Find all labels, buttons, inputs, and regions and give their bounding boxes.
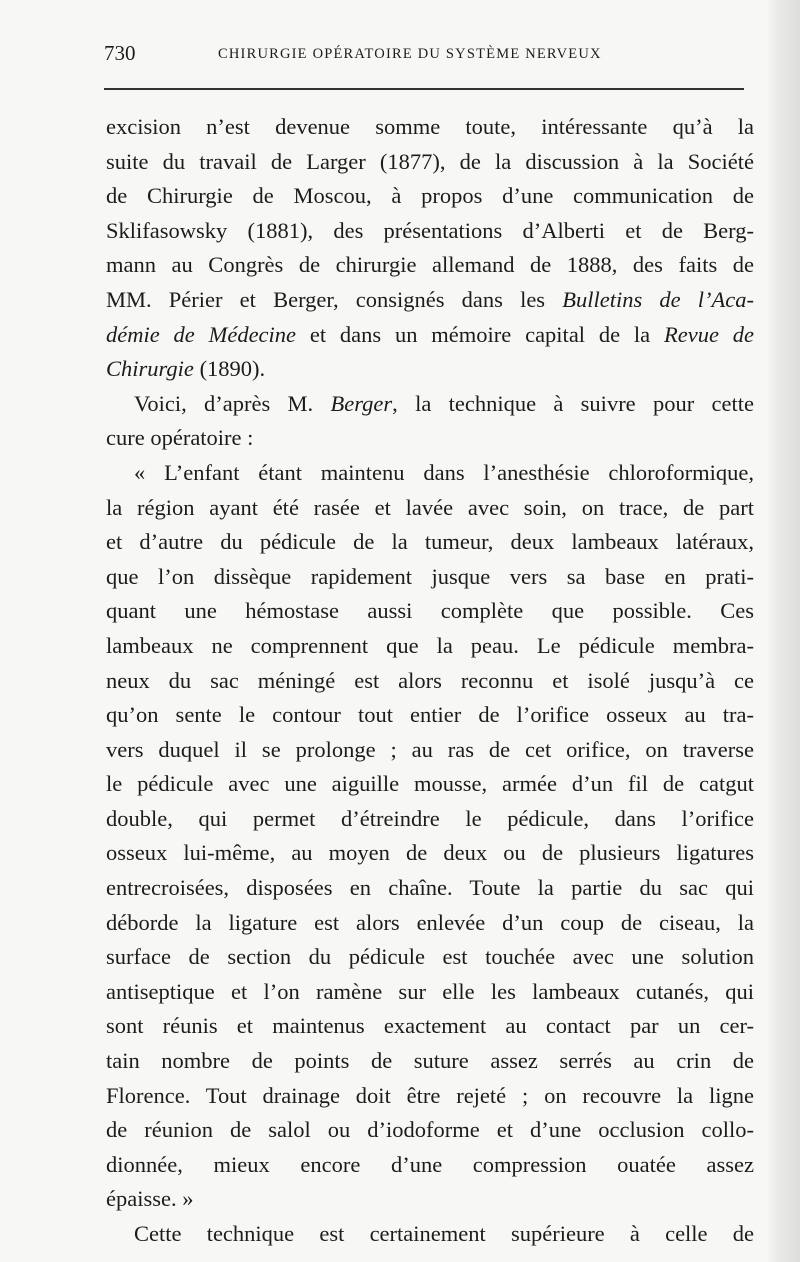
paragraph-2 (106, 387, 754, 456)
text-line: la région ayant été rasée et lavée avec soin, on trace, de part (106, 494, 754, 520)
italic-run: Chirurgie (106, 356, 194, 382)
text-run: MM. Périer et Berger, consignés dans les (106, 286, 563, 312)
running-title: CHIRURGIE OPÉRATOIRE DU SYSTÈME NERVEUX (218, 46, 602, 62)
text-line: excision n’est devenue somme toute, intéressante qu’à la (106, 114, 754, 139)
text-line: suite du travail de Larger (1877), de la discussion à la Société (106, 148, 754, 174)
text-line (106, 387, 754, 422)
body-text (106, 110, 754, 1252)
text-line (106, 352, 754, 387)
italic-run: démie de Médecine (106, 321, 297, 347)
text-line: Florence. Tout drainage doit être rejeté ; on recouvre la ligne (106, 1082, 754, 1108)
page-edge-shadow (766, 0, 800, 1262)
text-line: quant une hémostase aussi complète que possible. Ces (106, 598, 754, 624)
paragraph-4 (106, 1217, 754, 1252)
text-line (106, 318, 754, 353)
text-run: Voici, d’après M. (134, 390, 331, 416)
text-line: sont réunis et maintenus exactement au contact par un cer- (106, 1013, 754, 1039)
text-run: et dans un mémoire capital de la (296, 321, 664, 347)
text-line: lambeaux ne comprennent que la peau. Le pédicule membra- (106, 632, 754, 658)
text-run: (1890). (193, 356, 266, 382)
text-line: de réunion de salol ou d’iodoforme et d’une occlusion collo- (106, 1117, 754, 1143)
text-line: double, qui permet d’étreindre le pédicule, dans l’orifice (106, 805, 754, 831)
text-line: épaisse. » (106, 1186, 194, 1212)
text-line: neux du sac méningé est alors reconnu et isolé jusqu’à ce (106, 667, 754, 693)
italic-run: Bulletins de l’Aca- (562, 286, 754, 312)
text-line (106, 283, 754, 318)
text-run: , la technique à suivre pour cette (392, 390, 754, 416)
text-line: mann au Congrès de chirurgie allemand de 1888, des faits de (106, 252, 754, 278)
text-line: entrecroisées, disposées en chaîne. Toute la partie du sac qui (106, 875, 754, 901)
text-line: Cette technique est certainement supérieure à celle de (134, 1221, 754, 1246)
text-line: cure opératoire : (106, 425, 254, 451)
paragraph-3-quotation (106, 456, 754, 1217)
text-line: de Chirurgie de Moscou, à propos d’une communication de (106, 183, 754, 209)
text-line: et d’autre du pédicule de la tumeur, deux lambeaux latéraux, (106, 529, 754, 555)
text-line: Sklifasowsky (1881), des présentations d’Alberti et de Berg- (106, 217, 754, 243)
page-number: 730 (104, 41, 136, 65)
text-line: « L’enfant étant maintenu dans l’anesthésie chloroformique, (134, 459, 754, 485)
text-line: qu’on sente le contour tout entier de l’orifice osseux au tra- (106, 702, 754, 728)
text-line: que l’on dissèque rapidement jusque vers sa base en prati- (106, 563, 754, 589)
paragraph-1 (106, 110, 754, 387)
header-rule (104, 88, 744, 90)
text-line: le pédicule avec une aiguille mousse, armée d’un fil de catgut (106, 771, 754, 797)
text-line: surface de section du pédicule est touchée avec une solution (106, 944, 754, 970)
italic-run: Revue de (663, 321, 754, 347)
text-line: osseux lui-même, au moyen de deux ou de plusieurs ligatures (106, 840, 754, 866)
text-line: dionnée, mieux encore d’une compression ouatée assez (106, 1151, 754, 1177)
text-line: tain nombre de points de suture assez serrés au crin de (106, 1048, 754, 1074)
page-header (104, 40, 744, 66)
text-line: déborde la ligature est alors enlevée d’un coup de ciseau, la (106, 909, 754, 935)
text-line: vers duquel il se prolonge ; au ras de cet orifice, on traverse (106, 736, 754, 762)
italic-run: Berger (330, 390, 393, 416)
text-line: antiseptique et l’on ramène sur elle les lambeaux cutanés, qui (106, 978, 754, 1004)
